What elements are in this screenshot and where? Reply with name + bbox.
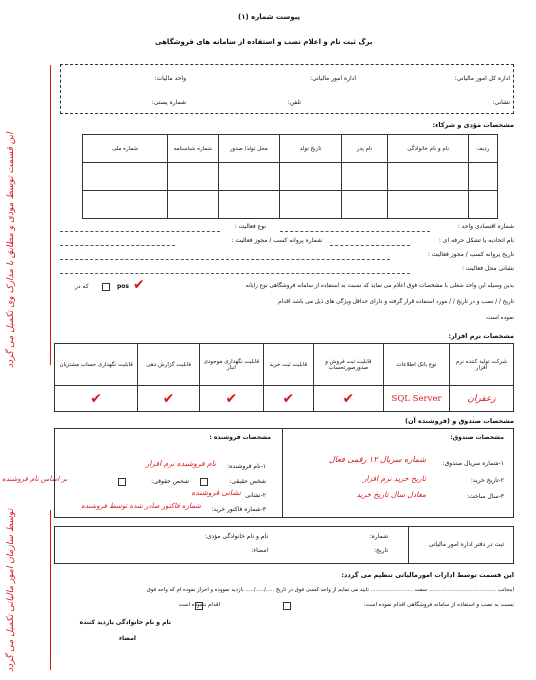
invoice-note: شماره فاکتور صادر شده توسط فروشنده — [81, 502, 201, 510]
side-bracket-bottom — [50, 510, 51, 670]
or-label: که در — [75, 283, 89, 290]
not-done-label: اقدام ننموده است — [178, 602, 220, 608]
seller-address-label: ۲-نشانی — [245, 492, 266, 499]
economic-unit-line — [280, 231, 430, 232]
activity-type-label: نوع فعالیت : — [234, 223, 266, 230]
inventory-check — [200, 386, 264, 412]
inspector-name-label: نام و نام خانوادگی بازدید کننده — [79, 619, 171, 626]
legal-person-checkbox[interactable] — [118, 478, 126, 486]
office-label: اداره امور مالیاتی: — [310, 75, 356, 82]
col-db-type: نوع بانک اطلاعات — [384, 344, 450, 386]
software-heading: مشخصات نرم افزار: — [448, 332, 514, 340]
side-bracket-top — [50, 65, 51, 365]
build-year-note: معادل سال تاریخ خرید — [356, 490, 426, 499]
check-icon: ✔ — [225, 390, 238, 407]
check-icon: ✔ — [342, 390, 355, 407]
cashbox-heading: مشخصات صندوق و (فروشنده آن) — [404, 417, 514, 425]
taxpayer-name-label: نام و نام خانوادگی مؤدی: — [204, 533, 268, 540]
side-note-office: توسط سازمان امور مالیاتی تکمیل می گردد — [6, 508, 16, 672]
phone-label: تلفن: — [287, 99, 301, 106]
general-office-label: اداره کل امور مالیاتی: — [454, 75, 510, 82]
sales-check — [313, 386, 383, 412]
cashbox-box-heading: مشخصات صندوق: — [450, 434, 504, 441]
seller-name-note: نام فروشنده نرم افزار — [145, 459, 216, 468]
license-no-line — [60, 245, 175, 246]
activity-address-line — [60, 273, 410, 274]
not-done-checkbox[interactable] — [195, 602, 203, 610]
inspector-signature-label: امضاء — [118, 635, 136, 642]
pos-label: pos — [117, 283, 129, 290]
col-id-no: شماره شناسنامه — [168, 135, 218, 163]
economic-unit-label: شماره اقتصادی واحد : — [457, 223, 514, 230]
seller-address-note: نشانی فروشنده — [191, 488, 241, 497]
address-label: نشانی: — [492, 99, 510, 106]
registration-divider — [408, 526, 409, 564]
purchase-date-label: ۲-تاریخ خرید: — [470, 477, 504, 484]
serial-label: ۱-شماره سریال صندوق: — [442, 460, 504, 467]
reg-number-label: شماره: — [369, 533, 388, 540]
invoice-no-label: ۳-شماره فاکتور خرید: — [211, 506, 266, 513]
reg-date-label: تاریخ: — [374, 547, 388, 554]
license-no-label: شماره پروانه کسب / مجوز فعالیت : — [231, 237, 322, 244]
taxpayer-box — [60, 64, 514, 114]
declaration-1: بدین وسیله این واحد شغلی با مشخصات فوق اعلام می نماید که نسبت به استفاده از سامانه فروشگاهی نوع رایانه — [245, 283, 514, 289]
office-line-2: نسبت به نصب و استفاده از سامانه فروشگاهی اقدام نموده است: — [363, 602, 514, 608]
guild-name-line — [330, 245, 410, 246]
office-section-heading: این قسمت توسط ادارات امورمالیاتی تنظیم می گردد: — [341, 571, 514, 579]
office-reg-label: ثبت در دفتر اداره امور مالیاتی — [428, 541, 504, 548]
col-sales: قابلیت ثبت فروش و صدورصورتحساب — [313, 344, 383, 386]
purchase-check — [263, 386, 313, 412]
partners-heading: مشخصات مؤدی و شرکاء: — [432, 121, 514, 129]
appendix-number: پیوست شماره (۱) — [238, 13, 301, 21]
report-check — [138, 386, 200, 412]
postal-code-label: شماره پستی: — [151, 99, 186, 106]
col-customers: قابلیت نگهداری حساب مشتریان — [55, 344, 138, 386]
serial-note: شماره سریال ۱۲ رقمی فعال — [328, 455, 426, 464]
cashbox-divider — [282, 428, 283, 518]
col-father: نام پدر — [341, 135, 387, 163]
seller-heading: مشخصات فروشنده : — [209, 434, 271, 441]
col-row: ردیف — [469, 135, 498, 163]
col-report: قابلیت گزارش دهی — [138, 344, 200, 386]
real-person-checkbox[interactable] — [200, 478, 208, 486]
col-birthplace: محل تولد/ صدور — [218, 135, 280, 163]
seller-side-note: بر اساس نام فروشنده — [2, 475, 68, 483]
customers-check — [55, 386, 138, 412]
declaration-3: نموده است. — [485, 315, 514, 321]
activity-type-line — [60, 231, 220, 232]
check-icon: ✔ — [162, 390, 175, 407]
software-table — [54, 343, 514, 412]
activity-address-label: نشانی محل فعالیت : — [461, 265, 514, 272]
declaration-2: تاریخ / / نصب و در تاریخ / / مورد استفاده قرار گرفته و دارای حداقل ویژگی های ذیل می باشد اقدام — [278, 299, 514, 305]
legal-person-label: شخص حقوقی: — [151, 478, 189, 485]
seller-name-label: ۱-نام فروشنده: — [227, 463, 266, 470]
tax-unit-label: واحد مالیات: — [154, 75, 186, 82]
purchase-date-note: تاریخ خرید نرم افزار — [362, 474, 426, 483]
col-purchase: قابلیت ثبت خرید — [263, 344, 313, 386]
col-name: نام و نام خانوادگی — [387, 135, 468, 163]
done-checkbox[interactable] — [283, 602, 291, 610]
col-company: شرکت تولید کننده نرم افزار — [449, 344, 513, 386]
pos-other-checkbox[interactable] — [102, 283, 110, 291]
taxpayer-signature-label: امضاء: — [251, 547, 268, 554]
license-date-label: تاریخ پروانه کسب / مجوز فعالیت : — [427, 251, 514, 258]
office-line-1: اینجانب ........................................ سمت ......................... تایید می نمایم از واحد کسبی فوق در تاریخ ...../...../..... بازدید نمووده و احراز نموده ام که واحد فوق — [146, 587, 514, 593]
license-date-line — [60, 259, 390, 260]
col-national-id: شماره ملی — [83, 135, 168, 163]
guild-name-label: نام اتحادیه یا تشکل حرفه ای : — [438, 237, 514, 244]
pos-check-icon: ✔ — [133, 277, 145, 293]
db-value: SQL Server — [384, 386, 450, 412]
form-title: برگ ثبت نام و اعلام نصب و استفاده از سامانه های فروشگاهی — [155, 38, 373, 46]
check-icon: ✔ — [90, 390, 102, 407]
check-icon: ✔ — [282, 390, 295, 407]
company-value: زعفران — [449, 386, 513, 412]
real-person-label: شخص حقیقی: — [229, 478, 266, 485]
col-inventory: قابلیت نگهداری موجودی انبار — [200, 344, 264, 386]
build-year-label: ۳-سال ساخت: — [467, 493, 504, 500]
side-note-taxpayer: این قسمت توسط مودی و مطابق با مدارک وی تکمیل می گردد — [6, 132, 16, 368]
col-birthdate: تاریخ تولد — [280, 135, 342, 163]
partners-table — [82, 134, 498, 219]
